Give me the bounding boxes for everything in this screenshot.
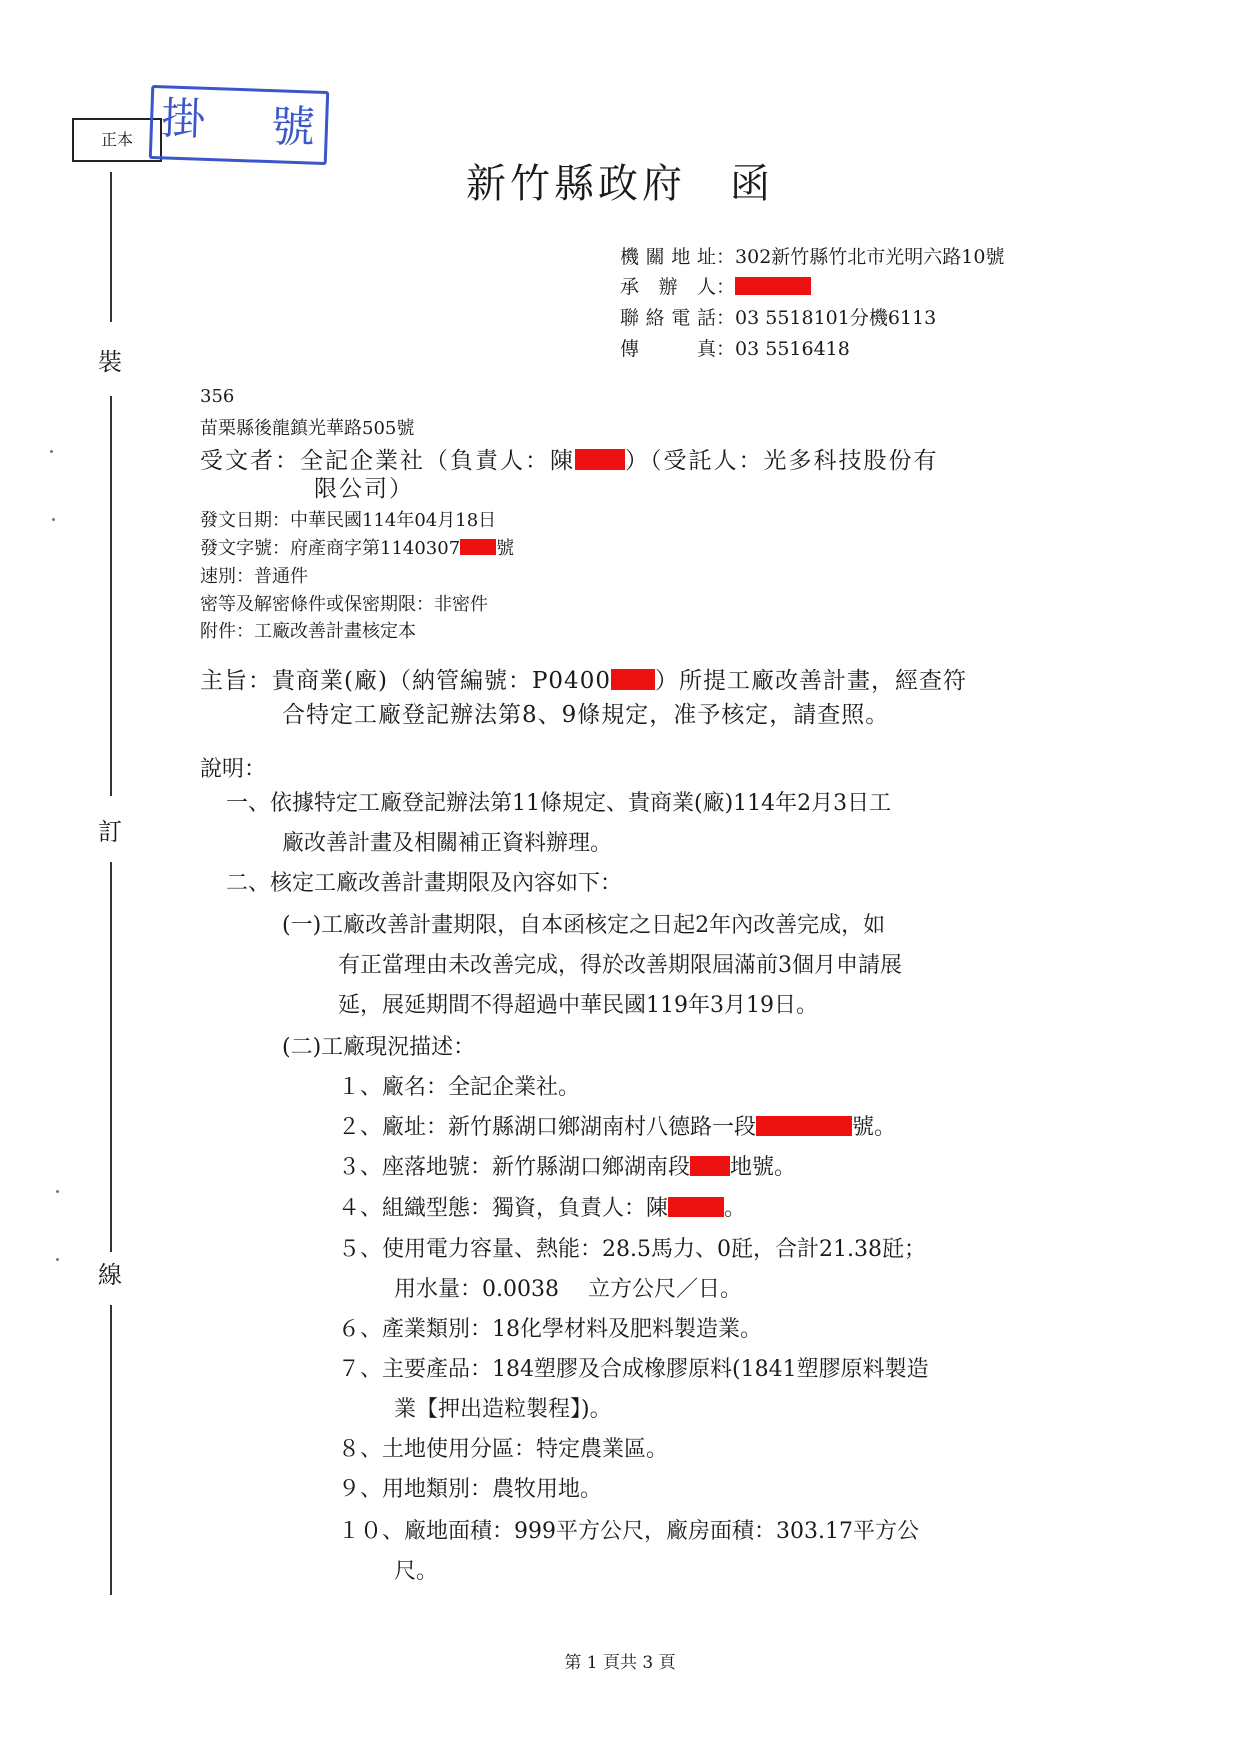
recipient-label: 受文者： [200,448,300,474]
item-text: 地號。 [730,1155,797,1180]
recipient-address: 苗栗縣後龍鎮光華路505號 [200,418,415,439]
item-2 [338,1110,896,1141]
agency-fax-row: 傳真：03 5516418 [620,334,850,361]
item-9: ９、用地類別：農牧用地。 [338,1477,603,1502]
redaction [668,1197,724,1217]
stamp-char-2: 號 [270,101,316,154]
item-5-line-1: ５、使用電力容量、熱能：28.5馬力、0瓩，合計21.38瓩； [338,1237,926,1262]
item-6: ６、產業類別：18化學材料及肥料製造業。 [338,1317,762,1342]
redaction [735,277,811,294]
binding-char-ding: 訂 [98,818,122,846]
item-text: 。 [724,1196,747,1221]
document-title: 新竹縣政府 函 [466,161,774,207]
para-1-line-2: 廠改善計畫及相關補正資料辦理。 [282,831,613,856]
subject-text: ）所提工廠改善計畫，經查符 [654,668,967,694]
item-3 [338,1150,796,1181]
scan-dot [52,518,55,521]
agency-label: 聯絡電話 [620,307,716,329]
item-7-line-1: ７、主要產品：184塑膠及合成橡膠原料(1841塑膠原料製造 [338,1357,929,1382]
redaction [611,669,655,690]
recipient-text: ）（受託人：光多科技股份有 [625,448,939,474]
redaction [575,449,625,470]
recipient-line-1 [200,442,939,475]
scan-dot [56,1258,59,1261]
item-4 [338,1191,746,1222]
page-footer: 第 1 頁共 3 頁 [564,1653,676,1673]
sub-2: (二)工廠現況描述： [282,1035,476,1060]
agency-phone-row: 聯絡電話：03 5518101分機6113 [620,303,936,330]
item-10-line-1: １０、廠地面積：999平方公尺，廠房面積：303.17平方公 [338,1519,919,1544]
doc-number-text: 發文字號：府產商字第1140307 [200,538,461,559]
redaction [460,539,496,556]
agency-value: 03 5516418 [735,338,850,360]
redaction [756,1116,852,1136]
para-1-line-1: 一、依據特定工廠登記辦法第11條規定、貴商業(廠)114年2月3日工 [226,791,892,816]
sub-1-line-1: (一)工廠改善計畫期限，自本函核定之日起2年內改善完成，如 [282,913,886,938]
doc-number-text: 號 [496,538,515,559]
binding-line [110,396,112,796]
agency-value: 302新竹縣竹北市光明六路10號 [735,246,1005,268]
agency-label: 承辦人 [620,276,716,298]
attachment: 附件：工廠改善計畫核定本 [200,621,416,642]
binding-line [110,1305,112,1595]
binding-line [110,862,112,1252]
copy-label: 正本 [100,130,133,149]
recipient-line-2: 限公司） [314,476,414,502]
item-text: ４、組織型態：獨資，負責人：陳 [338,1196,669,1221]
item-10-line-2: 尺。 [394,1559,439,1584]
recipient-zip: 356 [200,386,235,407]
sub-1-line-3: 延，展延期間不得超過中華民國119年3月19日。 [338,993,818,1018]
speed: 速別：普通件 [200,566,308,587]
scan-dot [56,1190,59,1193]
stamp-char-1: 掛 [160,93,207,146]
agency-label: 機關地址 [620,246,716,268]
agency-address-row: 機關地址：302新竹縣竹北市光明六路10號 [620,242,1004,269]
item-text: ２、廠址：新竹縣湖口鄉湖南村八德路一段 [338,1115,757,1140]
subject-line-2: 合特定工廠登記辦法第8、9條規定，准予核定，請查照。 [282,702,890,728]
doc-number [200,534,514,560]
item-text: ３、座落地號：新竹縣湖口鄉湖南段 [338,1155,691,1180]
item-1: １、廠名：全記企業社。 [338,1075,581,1100]
scan-dot [50,450,53,453]
item-7-line-2: 業【押出造粒製程】)。 [394,1397,612,1422]
item-text: 號。 [852,1115,897,1140]
para-2: 二、核定工廠改善計畫期限及內容如下： [226,871,623,896]
recipient-text: 全記企業社（負責人：陳 [300,448,575,474]
sub-1-line-2: 有正當理由未改善完成，得於改善期限屆滿前3個月申請展 [338,953,902,978]
binding-char-xian: 線 [98,1261,122,1289]
secrecy: 密等及解密條件或保密期限：非密件 [200,594,488,615]
agency-value: 03 5518101分機6113 [735,307,937,329]
binding-char-zhuang: 裝 [98,348,122,376]
subject-line-1 [200,662,967,695]
item-5-line-2: 用水量：0.0038 立方公尺／日。 [394,1277,742,1302]
item-8: ８、土地使用分區：特定農業區。 [338,1437,669,1462]
explanation-heading: 說明： [200,757,267,782]
agency-handler-row: 承辦人： [620,272,811,299]
agency-label: 傳真 [620,338,716,360]
redaction [690,1156,730,1176]
issue-date: 發文日期：中華民國114年04月18日 [200,510,497,531]
subject-text: 主旨：貴商業(廠)（納管編號：P0400 [200,668,611,694]
